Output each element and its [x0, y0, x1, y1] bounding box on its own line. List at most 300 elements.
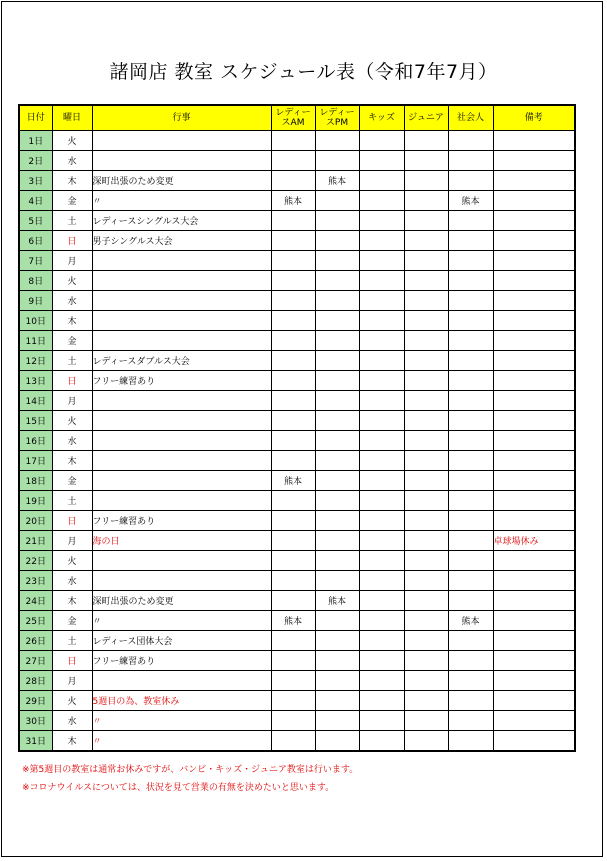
note-cell [493, 351, 575, 371]
dow-cell: 金 [52, 331, 92, 351]
date-cell: 5日 [19, 211, 52, 231]
dow-cell: 火 [52, 551, 92, 571]
adult-cell: 熊本 [448, 191, 493, 211]
ladies-am-cell [271, 651, 315, 671]
dow-cell: 水 [52, 151, 92, 171]
header-kids: キッズ [359, 105, 404, 131]
ladies-pm-cell [315, 151, 359, 171]
note-cell [493, 471, 575, 491]
junior-cell [404, 591, 448, 611]
header-dow: 曜日 [52, 105, 92, 131]
kids-cell [359, 651, 404, 671]
junior-cell [404, 291, 448, 311]
dow-cell: 月 [52, 391, 92, 411]
table-row [19, 471, 575, 491]
junior-cell [404, 331, 448, 351]
dow-cell: 木 [52, 451, 92, 471]
date-cell: 13日 [19, 371, 52, 391]
note-cell [493, 291, 575, 311]
dow-cell: 火 [52, 411, 92, 431]
date-cell: 4日 [19, 191, 52, 211]
junior-cell [404, 131, 448, 151]
event-cell [92, 151, 271, 171]
ladies-am-cell [271, 451, 315, 471]
adult-cell [448, 691, 493, 711]
ladies-pm-cell [315, 651, 359, 671]
ladies-am-cell [271, 411, 315, 431]
note-cell [493, 331, 575, 351]
dow-cell: 木 [52, 311, 92, 331]
event-cell: 5週目の為、教室休み [92, 691, 271, 711]
dow-cell: 土 [52, 491, 92, 511]
date-cell: 12日 [19, 351, 52, 371]
junior-cell [404, 371, 448, 391]
junior-cell [404, 511, 448, 531]
dow-cell: 日 [52, 511, 92, 531]
table-row [19, 631, 575, 651]
junior-cell [404, 151, 448, 171]
junior-cell [404, 251, 448, 271]
event-cell [92, 331, 271, 351]
ladies-pm-cell [315, 431, 359, 451]
dow-cell: 金 [52, 611, 92, 631]
note-cell [493, 451, 575, 471]
kids-cell [359, 291, 404, 311]
kids-cell [359, 451, 404, 471]
ladies-pm-cell [315, 311, 359, 331]
header-row [19, 105, 575, 131]
adult-cell [448, 131, 493, 151]
ladies-am-cell [271, 571, 315, 591]
note-cell [493, 551, 575, 571]
event-cell [92, 251, 271, 271]
header-adult: 社会人 [448, 105, 493, 131]
ladies-pm-cell [315, 271, 359, 291]
note-cell [493, 671, 575, 691]
adult-cell [448, 411, 493, 431]
table-row [19, 251, 575, 271]
dow-cell: 日 [52, 651, 92, 671]
dow-cell: 月 [52, 251, 92, 271]
ladies-am-cell [271, 291, 315, 311]
ladies-pm-cell [315, 511, 359, 531]
ladies-am-cell [271, 171, 315, 191]
table-row [19, 491, 575, 511]
header-ladies-am-line1: レディー [275, 108, 311, 118]
dow-cell: 木 [52, 591, 92, 611]
ladies-am-cell [271, 531, 315, 551]
dow-cell: 火 [52, 131, 92, 151]
dow-cell: 土 [52, 351, 92, 371]
note-cell [493, 611, 575, 631]
ladies-am-cell [271, 211, 315, 231]
ladies-pm-cell [315, 491, 359, 511]
note-cell [493, 511, 575, 531]
date-cell: 22日 [19, 551, 52, 571]
table-row [19, 511, 575, 531]
table-row [19, 271, 575, 291]
page-title: 諸岡店 教室 スケジュール表（令和7年7月） [109, 61, 498, 83]
ladies-pm-cell [315, 611, 359, 631]
adult-cell [448, 391, 493, 411]
kids-cell [359, 331, 404, 351]
ladies-am-cell [271, 271, 315, 291]
adult-cell [448, 251, 493, 271]
table-row [19, 611, 575, 631]
kids-cell [359, 411, 404, 431]
junior-cell [404, 411, 448, 431]
event-cell: 男子シングルス大会 [92, 231, 271, 251]
date-cell: 28日 [19, 671, 52, 691]
note-cell [493, 591, 575, 611]
date-cell: 6日 [19, 231, 52, 251]
date-cell: 8日 [19, 271, 52, 291]
header-date: 日付 [19, 105, 52, 131]
event-cell: フリー練習あり [92, 371, 271, 391]
adult-cell [448, 211, 493, 231]
footnote: ※第5週目の教室は通常お休みですが、バンビ・キッズ・ジュニア教室は行います。 [22, 765, 359, 775]
ladies-pm-cell [315, 551, 359, 571]
ladies-pm-cell [315, 351, 359, 371]
junior-cell [404, 611, 448, 631]
event-cell: フリー練習あり [92, 511, 271, 531]
date-cell: 27日 [19, 651, 52, 671]
date-cell: 30日 [19, 711, 52, 731]
ladies-pm-cell [315, 731, 359, 752]
kids-cell [359, 511, 404, 531]
table-row [19, 451, 575, 471]
adult-cell [448, 511, 493, 531]
header-event: 行事 [92, 105, 271, 131]
ladies-am-cell: 熊本 [271, 611, 315, 631]
ladies-am-cell [271, 331, 315, 351]
ladies-pm-cell [315, 231, 359, 251]
date-cell: 7日 [19, 251, 52, 271]
ladies-am-cell [271, 491, 315, 511]
ladies-am-cell [271, 551, 315, 571]
date-cell: 20日 [19, 511, 52, 531]
event-cell: 海の日 [92, 531, 271, 551]
ladies-pm-cell [315, 251, 359, 271]
dow-cell: 木 [52, 731, 92, 752]
table-row [19, 731, 575, 752]
footnotes [22, 761, 358, 797]
adult-cell [448, 331, 493, 351]
kids-cell [359, 611, 404, 631]
event-cell: レディース団体大会 [92, 631, 271, 651]
date-cell: 31日 [19, 731, 52, 752]
ladies-pm-cell [315, 391, 359, 411]
junior-cell [404, 211, 448, 231]
adult-cell [448, 471, 493, 491]
ladies-pm-cell [315, 471, 359, 491]
kids-cell [359, 491, 404, 511]
date-cell: 21日 [19, 531, 52, 551]
kids-cell [359, 311, 404, 331]
note-cell [493, 271, 575, 291]
header-ladies-pm-line1: レディー [319, 108, 355, 118]
ladies-pm-cell [315, 691, 359, 711]
event-cell [92, 551, 271, 571]
ladies-am-cell [271, 671, 315, 691]
ladies-am-cell [271, 251, 315, 271]
date-cell: 10日 [19, 311, 52, 331]
ladies-am-cell: 熊本 [271, 191, 315, 211]
ladies-pm-cell [315, 371, 359, 391]
kids-cell [359, 531, 404, 551]
header-ladies-am-line2: スAM [281, 118, 305, 128]
ladies-am-cell [271, 691, 315, 711]
adult-cell [448, 431, 493, 451]
ladies-am-cell [271, 431, 315, 451]
ladies-am-cell: 熊本 [271, 471, 315, 491]
ladies-pm-cell [315, 291, 359, 311]
event-cell [92, 471, 271, 491]
table-row [19, 191, 575, 211]
header-ladies-pm-line2: スPM [325, 118, 349, 128]
ladies-am-cell [271, 591, 315, 611]
note-cell [493, 731, 575, 752]
table-row [19, 131, 575, 151]
junior-cell [404, 311, 448, 331]
junior-cell [404, 271, 448, 291]
note-cell [493, 231, 575, 251]
adult-cell [448, 171, 493, 191]
ladies-pm-cell [315, 191, 359, 211]
junior-cell [404, 451, 448, 471]
dow-cell: 火 [52, 271, 92, 291]
junior-cell [404, 671, 448, 691]
schedule-table [18, 104, 576, 752]
junior-cell [404, 731, 448, 752]
note-cell [493, 491, 575, 511]
junior-cell [404, 551, 448, 571]
table-row [19, 231, 575, 251]
date-cell: 17日 [19, 451, 52, 471]
note-cell [493, 711, 575, 731]
adult-cell [448, 311, 493, 331]
kids-cell [359, 671, 404, 691]
dow-cell: 木 [52, 171, 92, 191]
dow-cell: 日 [52, 371, 92, 391]
adult-cell [448, 591, 493, 611]
adult-cell [448, 231, 493, 251]
junior-cell [404, 711, 448, 731]
ladies-am-cell [271, 311, 315, 331]
junior-cell [404, 171, 448, 191]
adult-cell [448, 451, 493, 471]
header-note: 備考 [493, 105, 575, 131]
ladies-am-cell [271, 131, 315, 151]
header-junior: ジュニア [404, 105, 448, 131]
note-cell [493, 411, 575, 431]
kids-cell [359, 231, 404, 251]
ladies-am-cell [271, 231, 315, 251]
date-cell: 19日 [19, 491, 52, 511]
adult-cell [448, 351, 493, 371]
event-cell [92, 491, 271, 511]
ladies-pm-cell [315, 411, 359, 431]
event-cell [92, 411, 271, 431]
ladies-pm-cell [315, 571, 359, 591]
note-cell [493, 311, 575, 331]
schedule-body [19, 131, 575, 752]
table-row [19, 371, 575, 391]
table-row [19, 171, 575, 191]
note-cell [493, 191, 575, 211]
date-cell: 24日 [19, 591, 52, 611]
ladies-pm-cell [315, 451, 359, 471]
adult-cell [448, 571, 493, 591]
note-cell [493, 211, 575, 231]
ladies-am-cell [271, 391, 315, 411]
adult-cell: 熊本 [448, 611, 493, 631]
event-cell [92, 311, 271, 331]
adult-cell [448, 711, 493, 731]
event-cell: フリー練習あり [92, 651, 271, 671]
kids-cell [359, 711, 404, 731]
adult-cell [448, 291, 493, 311]
event-cell [92, 571, 271, 591]
junior-cell [404, 491, 448, 511]
junior-cell [404, 691, 448, 711]
event-cell [92, 391, 271, 411]
kids-cell [359, 251, 404, 271]
table-row [19, 311, 575, 331]
date-cell: 2日 [19, 151, 52, 171]
junior-cell [404, 631, 448, 651]
table-row [19, 351, 575, 371]
note-cell [493, 651, 575, 671]
kids-cell [359, 571, 404, 591]
ladies-am-cell [271, 631, 315, 651]
date-cell: 29日 [19, 691, 52, 711]
header-ladies-am [271, 105, 315, 131]
date-cell: 15日 [19, 411, 52, 431]
table-row [19, 291, 575, 311]
kids-cell [359, 731, 404, 752]
kids-cell [359, 551, 404, 571]
ladies-pm-cell [315, 671, 359, 691]
event-cell [92, 271, 271, 291]
ladies-am-cell [271, 151, 315, 171]
ladies-pm-cell: 熊本 [315, 171, 359, 191]
junior-cell [404, 651, 448, 671]
ladies-am-cell [271, 711, 315, 731]
note-cell [493, 431, 575, 451]
table-row [19, 711, 575, 731]
footnote: ※コロナウイルスについては、状況を見て営業の有無を決めたいと思います。 [22, 783, 335, 793]
table-row [19, 551, 575, 571]
kids-cell [359, 431, 404, 451]
date-cell: 26日 [19, 631, 52, 651]
note-cell [493, 371, 575, 391]
adult-cell [448, 651, 493, 671]
dow-cell: 金 [52, 191, 92, 211]
junior-cell [404, 531, 448, 551]
event-cell: 〃 [92, 191, 271, 211]
junior-cell [404, 431, 448, 451]
table-row [19, 691, 575, 711]
kids-cell [359, 271, 404, 291]
junior-cell [404, 231, 448, 251]
date-cell: 23日 [19, 571, 52, 591]
event-cell: レディースダブルス大会 [92, 351, 271, 371]
ladies-am-cell [271, 371, 315, 391]
ladies-pm-cell [315, 131, 359, 151]
ladies-pm-cell [315, 331, 359, 351]
junior-cell [404, 571, 448, 591]
note-cell [493, 631, 575, 651]
note-cell [493, 151, 575, 171]
date-cell: 14日 [19, 391, 52, 411]
note-cell [493, 691, 575, 711]
event-cell [92, 451, 271, 471]
kids-cell [359, 151, 404, 171]
note-cell: 卓球場休み [493, 531, 575, 551]
dow-cell: 水 [52, 291, 92, 311]
dow-cell: 水 [52, 431, 92, 451]
header-ladies-pm [315, 105, 359, 131]
table-row [19, 391, 575, 411]
junior-cell [404, 351, 448, 371]
date-cell: 25日 [19, 611, 52, 631]
adult-cell [448, 671, 493, 691]
ladies-pm-cell [315, 531, 359, 551]
kids-cell [359, 471, 404, 491]
table-row [19, 431, 575, 451]
note-cell [493, 251, 575, 271]
ladies-pm-cell: 熊本 [315, 591, 359, 611]
event-cell: 深町出張のため変更 [92, 591, 271, 611]
event-cell [92, 671, 271, 691]
kids-cell [359, 191, 404, 211]
adult-cell [448, 271, 493, 291]
ladies-pm-cell [315, 711, 359, 731]
kids-cell [359, 691, 404, 711]
adult-cell [448, 491, 493, 511]
dow-cell: 月 [52, 531, 92, 551]
table-row [19, 671, 575, 691]
dow-cell: 土 [52, 631, 92, 651]
date-cell: 16日 [19, 431, 52, 451]
table-row [19, 411, 575, 431]
ladies-pm-cell [315, 211, 359, 231]
dow-cell: 金 [52, 471, 92, 491]
event-cell [92, 431, 271, 451]
ladies-am-cell [271, 351, 315, 371]
kids-cell [359, 131, 404, 151]
ladies-pm-cell [315, 631, 359, 651]
table-row [19, 531, 575, 551]
adult-cell [448, 151, 493, 171]
date-cell: 3日 [19, 171, 52, 191]
ladies-am-cell [271, 511, 315, 531]
adult-cell [448, 551, 493, 571]
kids-cell [359, 391, 404, 411]
event-cell: 〃 [92, 731, 271, 752]
date-cell: 9日 [19, 291, 52, 311]
table-row [19, 651, 575, 671]
event-cell: 〃 [92, 711, 271, 731]
event-cell [92, 291, 271, 311]
date-cell: 1日 [19, 131, 52, 151]
adult-cell [448, 371, 493, 391]
note-cell [493, 131, 575, 151]
junior-cell [404, 391, 448, 411]
table-row [19, 331, 575, 351]
adult-cell [448, 631, 493, 651]
